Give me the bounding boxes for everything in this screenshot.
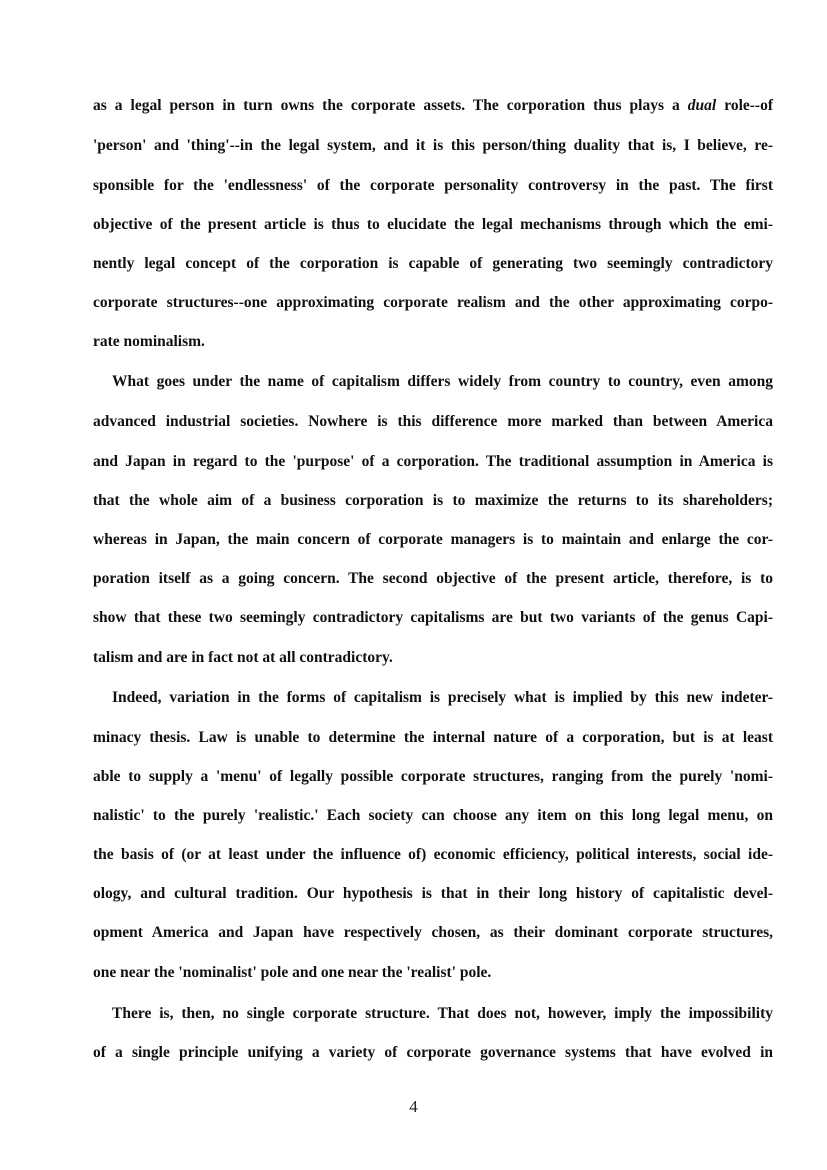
text-line: that the whole aim of a business corporation is to maximize the returns to its shareholders; xyxy=(93,492,773,509)
text-line: objective of the present article is thus to elucidate the legal mechanisms through which the emi- xyxy=(93,216,773,233)
text-line: nently legal concept of the corporation is capable of generating two seemingly contradictory xyxy=(93,255,773,272)
text-line: corporate structures--one approximating corporate realism and the other approximating corpo- xyxy=(93,294,773,311)
text-line: whereas in Japan, the main concern of corporate managers is to maintain and enlarge the cor- xyxy=(93,531,773,548)
text-line: talism and are in fact not at all contradictory. xyxy=(93,649,393,666)
text-span: role--of xyxy=(716,97,773,114)
text-line: of a single principle unifying a variety of corporate governance systems that have evolved in xyxy=(93,1044,773,1061)
text-line: 'person' and 'thing'--in the legal system, and it is this person/thing duality that is, I believe, re- xyxy=(93,137,773,154)
text-line: sponsible for the 'endlessness' of the corporate personality controversy in the past. The first xyxy=(93,177,773,194)
text-line: What goes under the name of capitalism differs widely from country to country, even among xyxy=(112,373,773,390)
text-line: poration itself as a going concern. The second objective of the present article, therefore, is to xyxy=(93,570,773,587)
text-span: as a legal person in turn owns the corporate assets. The corporation thus plays a xyxy=(93,97,688,114)
text-line: and Japan in regard to the 'purpose' of a corporation. The traditional assumption in America is xyxy=(93,453,773,470)
page-number: 4 xyxy=(409,1097,418,1116)
text-line: rate nominalism. xyxy=(93,333,205,350)
text-line: advanced industrial societies. Nowhere is this difference more marked than between America xyxy=(93,413,773,430)
text-line: the basis of (or at least under the influence of) economic efficiency, political interests, social ide- xyxy=(93,846,773,863)
text-line: opment America and Japan have respectively chosen, as their dominant corporate structures, xyxy=(93,924,773,941)
text-line: minacy thesis. Law is unable to determine the internal nature of a corporation, but is at least xyxy=(93,729,773,746)
text-line: able to supply a 'menu' of legally possible corporate structures, ranging from the purely 'nomi- xyxy=(93,768,773,785)
text-line: There is, then, no single corporate structure. That does not, however, imply the impossibility xyxy=(112,1005,773,1022)
text-line: ology, and cultural tradition. Our hypothesis is that in their long history of capitalistic devel- xyxy=(93,885,773,902)
text-line xyxy=(93,93,773,119)
emphasis-text: dual xyxy=(687,97,717,114)
text-line: show that these two seemingly contradictory capitalisms are but two variants of the genus Capi- xyxy=(93,609,773,626)
text-line: one near the 'nominalist' pole and one near the 'realist' pole. xyxy=(93,964,492,981)
text-line: Indeed, variation in the forms of capitalism is precisely what is implied by this new indeter- xyxy=(112,689,773,706)
text-line: nalistic' to the purely 'realistic.' Each society can choose any item on this long legal menu, on xyxy=(93,807,773,824)
